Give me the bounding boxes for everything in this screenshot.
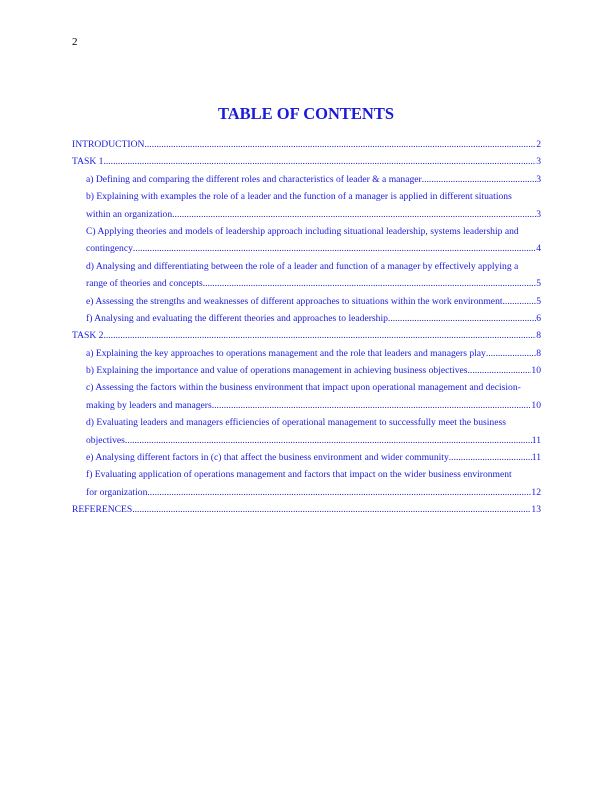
toc-entry-page: 3 [536, 208, 541, 220]
toc-entry-first-line: d) Analysing and differentiating between the role of a leader and function of a manager by effectively applying a [86, 260, 519, 272]
dot-leader [422, 171, 536, 188]
dot-leader [172, 206, 536, 223]
toc-entry-page: 13 [531, 504, 541, 516]
dot-leader [103, 327, 536, 344]
toc-entry-text: b) Explaining the importance and value of operations management in achieving business objectives [86, 365, 468, 377]
toc-entry-text: for organization [86, 486, 148, 498]
toc-entry-text: f) Analysing and evaluating the different theories and approaches to leadership [86, 312, 388, 324]
toc-entry-text: range of theories and concepts [86, 278, 203, 290]
toc-entry-first-line: c) Assessing the factors within the business environment that impact upon operational management and decision- [86, 382, 521, 394]
dot-leader [203, 275, 537, 292]
toc-entry-text: TASK 1 [72, 156, 104, 168]
dot-leader [147, 484, 531, 501]
dot-leader [133, 240, 536, 257]
toc-entry-text: objectives [86, 434, 125, 446]
toc-entry-text: making by leaders and managers [86, 399, 212, 411]
dot-leader [144, 136, 536, 153]
toc-entry-text: contingency [86, 243, 133, 255]
dot-leader [388, 310, 536, 327]
toc-entry-page: 3 [536, 173, 541, 185]
toc-entry-text: REFERENCES [72, 504, 133, 516]
dot-leader [468, 362, 532, 379]
dot-leader [212, 397, 532, 414]
toc-entry[interactable] [72, 362, 541, 379]
toc-entry-first-line: C) Applying theories and models of leadership approach including situational leadership, systems leadership and [86, 225, 519, 237]
toc-entry-text: within an organization [86, 208, 173, 220]
toc-entry[interactable] [72, 379, 541, 414]
toc-entry-text: e) Assessing the strengths and weaknesses of different approaches to situations within the work environment [86, 295, 503, 307]
toc-entry[interactable] [72, 327, 541, 344]
toc-entry-page: 11 [531, 434, 541, 446]
dot-leader [486, 345, 536, 362]
toc-entry-text: e) Analysing different factors in (c) that affect the business environment and wider community [86, 452, 449, 464]
toc-entry[interactable] [72, 223, 541, 258]
dot-leader [103, 153, 536, 170]
toc-entry-page: 8 [536, 347, 541, 359]
toc-entry-text: INTRODUCTION [72, 138, 145, 150]
toc-entry[interactable] [72, 414, 541, 449]
toc-entry-page: 5 [536, 295, 541, 307]
toc-entry-first-line: f) Evaluating application of operations management and factors that impact on the wider business environment [86, 469, 512, 481]
toc-entry[interactable] [72, 345, 541, 362]
table-of-contents [72, 136, 541, 519]
toc-entry[interactable] [72, 188, 541, 223]
toc-entry-text: TASK 2 [72, 330, 104, 342]
toc-entry-page: 8 [536, 330, 541, 342]
toc-entry[interactable] [72, 293, 541, 310]
page-number: 2 [72, 36, 78, 48]
toc-entry-page: 4 [536, 243, 541, 255]
toc-entry-page: 10 [531, 365, 541, 377]
toc-entry-first-line: d) Evaluating leaders and managers efficiencies of operational management to successfully meet the business [86, 417, 506, 429]
toc-entry-page: 3 [536, 156, 541, 168]
toc-entry[interactable] [72, 310, 541, 327]
toc-entry-page: 10 [531, 399, 541, 411]
toc-entry[interactable] [72, 501, 541, 518]
dot-leader [125, 432, 532, 449]
toc-entry[interactable] [72, 258, 541, 293]
toc-entry[interactable] [72, 153, 541, 170]
toc-entry[interactable] [72, 171, 541, 188]
toc-entry-page: 11 [531, 452, 541, 464]
toc-entry-page: 12 [531, 486, 541, 498]
dot-leader [503, 293, 537, 310]
toc-title: TABLE OF CONTENTS [217, 104, 395, 123]
toc-entry-first-line: b) Explaining with examples the role of a leader and the function of a manager is applied in different situations [86, 191, 512, 203]
dot-leader [449, 449, 532, 466]
toc-entry-page: 2 [536, 138, 541, 150]
toc-entry-text: a) Defining and comparing the different roles and characteristics of leader & a manager [86, 173, 422, 185]
toc-entry-page: 5 [536, 278, 541, 290]
dot-leader [132, 501, 531, 518]
toc-entry-text: a) Explaining the key approaches to operations management and the role that leaders and managers play [86, 347, 486, 359]
toc-entry[interactable] [72, 466, 541, 501]
toc-entry[interactable] [72, 449, 541, 466]
toc-entry[interactable] [72, 136, 541, 153]
toc-entry-page: 6 [536, 312, 541, 324]
